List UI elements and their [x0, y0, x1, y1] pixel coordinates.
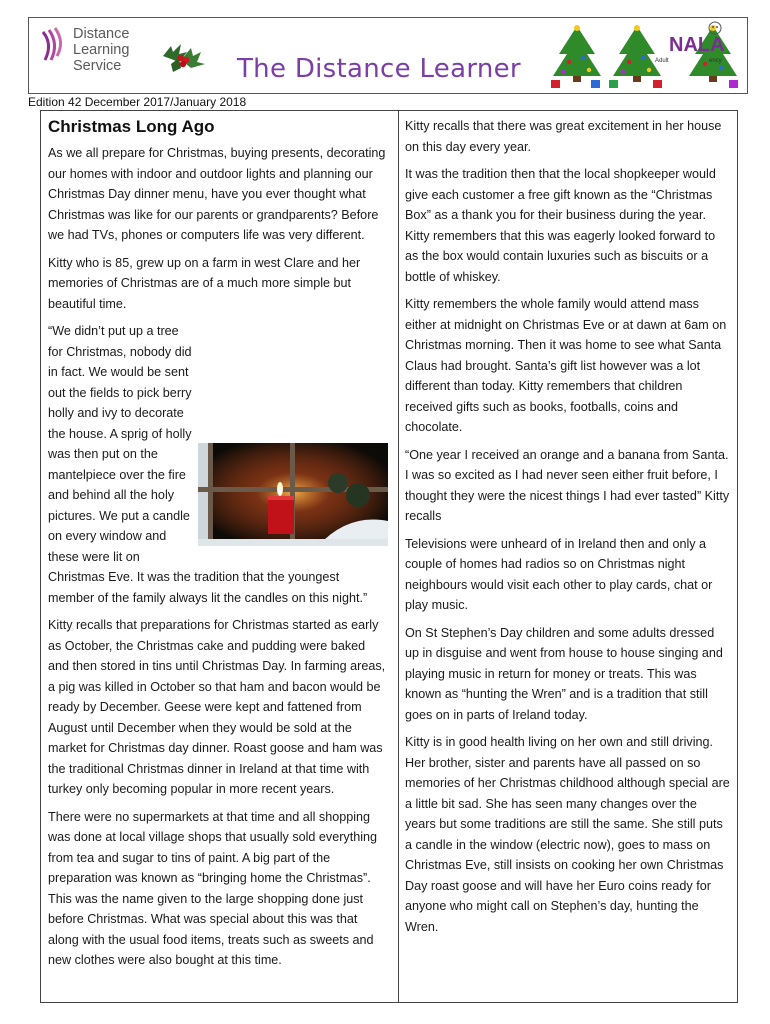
masthead [28, 17, 748, 94]
newsletter-title: The Distance Learner [237, 54, 521, 84]
right-paragraph-2: It was the tradition then that the local shopkeeper would give each customer a free gift known as the “Christmas Box” as a thank you for their business during the year. Kitty remembers that this was eagerly looked forward to as the box would contain luxuries such as biscuits or a bottle of whiskey. [405, 167, 716, 284]
candle-image [198, 443, 388, 546]
logo-line-3: Service [73, 58, 122, 74]
candle-in-window-icon [198, 443, 388, 546]
left-paragraph-1: As we all prepare for Christmas, buying presents, decorating our homes with indoor and outdoor lights and planning our Christmas Day dinner menu, have you ever thought what Christmas was like for our parents or grandparents? Before we had TVs, phones or computers life was very different. [48, 146, 386, 242]
left-paragraph-4: Kitty recalls that preparations for Christmas started as early as October, the Christmas cake and pudding were baked and then stored in tins until Christmas Day. In farming areas, a pig was killed in October so that ham and bacon would be ready by December. Geese were kept and fattened from August until December when they would be sold at the market for Christmas day dinner. Roast goose and ham was the traditional Christmas dinner in Ireland at that time with turkey only becoming popular in more recent years. [48, 618, 386, 796]
right-paragraph-3: Kitty remembers the whole family would attend mass either at midnight on Christmas Eve or at dawn at 6am on Christmas morning. Then it was home to see what Santa Claus had brought. Santa’s gift list however was a lot different than today. Kitty remembers that children received gifts such as books, footballs, coins and chocolate. [405, 297, 727, 434]
logo-line-2: Learning [73, 42, 130, 58]
right-paragraph-4: “One year I received an orange and a banana from Santa. I was so excited as I had never seen either fruit before, I thought they were the nicest things I had ever tasted” Kitty recalls [405, 447, 730, 523]
right-paragraph-7: Kitty is in good health living on her own and still driving. Her brother, sister and parents have all passed on so memories of her Christmas childhood although special are a little bit sad. She has seen many changes over the years but some traditions are still the same. She still puts a candle in the window (electric now), goes to mass on Christmas Eve, still insists on cooking her own Christmas Day roast goose and will have her Euro coins ready for anyone who might call on Stephen’s day, hunting the Wren. [405, 735, 730, 934]
right-paragraph-5: Televisions were unheard of in Ireland then and only a couple of homes had radios so on Christmas night neighbours would visit each other to play cards, chat or play music. [405, 536, 713, 612]
nala-subtext-left: Adult [655, 58, 669, 64]
left-paragraph-5: There were no supermarkets at that time and all shopping was done at local village shops that usually sold everything from tea and sugar to tins of paint. A big part of the preparation was known as “bringing home the Christmas”. This was the name given to the large shopping done just before Christmas. What was special about this was that along with the usual food items, treats such as sweets and new clothes were also bought at this time. [48, 809, 378, 967]
left-paragraph-2: Kitty who is 85, grew up on a farm in west Clare and her memories of Christmas are of a much more simple but beautiful time. [48, 255, 361, 311]
dls-logo-icon [39, 26, 69, 66]
nala-subtext-right: ency [709, 58, 722, 64]
nala-logo-text: NALA [669, 34, 725, 56]
dls-logo-text [73, 26, 129, 74]
holly-icon [157, 34, 207, 76]
left-paragraph-3: “We didn’t put up a tree for Christmas, nobody did in fact. We would be sent out the fields to pick berry holly and ivy to decorate the house. A sprig of holly was then put on the mantelpiece over the fire and behind all the holy pictures. We put a candle on every window and these were lit on Christmas Eve. It was the tradition that the youngest member of the family always lit the candles on this night.” [48, 321, 388, 608]
left-column [48, 116, 388, 978]
column-divider [398, 110, 399, 1003]
dls-logo [39, 24, 149, 84]
right-column [405, 116, 731, 944]
logo-line-1: Distance [73, 26, 130, 42]
right-paragraph-6: On St Stephen’s Day children and some adults dressed up in disguise and went from house to house singing and playing music in return for money or treats. This was known as “hunting the Wren” and is a tradition that still goes on in parts of Ireland today. [405, 625, 723, 722]
article-title: Christmas Long Ago [48, 117, 215, 136]
edition-line: Edition 42 December 2017/January 2018 [28, 95, 247, 109]
right-paragraph-1: Kitty recalls that there was great excitement in her house on this day every year. [405, 119, 722, 154]
